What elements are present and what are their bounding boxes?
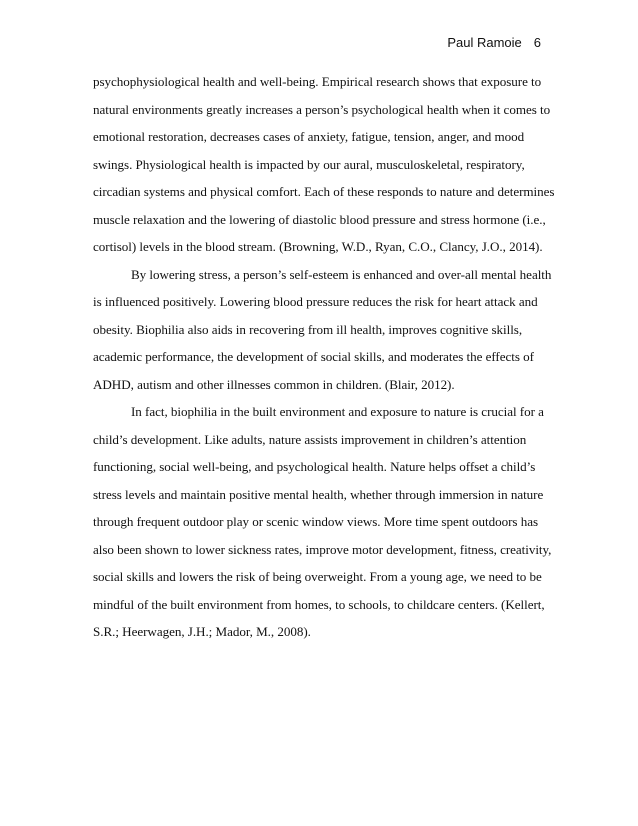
text-line: is influenced positively. Lowering blood pressure reduces the risk for heart attack and bbox=[93, 294, 538, 309]
header-author: Paul Ramoie bbox=[447, 35, 522, 50]
text-line: natural environments greatly increases a person’s psychological health when it comes to bbox=[93, 101, 551, 117]
text-line: social skills and lowers the risk of being overweight. From a young age, we need to be bbox=[93, 569, 542, 584]
text-line: ADHD, autism and other illnesses common in children. (Blair, 2012). bbox=[93, 376, 455, 392]
text-line-indented: By lowering stress, a person’s self-esteem is enhanced and over-all mental health bbox=[131, 266, 552, 282]
text-line: through frequent outdoor play or scenic window views. More time spent outdoors has bbox=[93, 514, 539, 529]
text-line: S.R.; Heerwagen, J.H.; Mador, M., 2008). bbox=[93, 624, 311, 639]
text-line-indented: In fact, biophilia in the built environment and exposure to nature is crucial for a bbox=[131, 404, 544, 419]
text-line: functioning, social well-being, and psychological health. Nature helps offset a child’s bbox=[93, 459, 536, 474]
text-line: psychophysiological health and well-being. Empirical research shows that exposure to bbox=[93, 74, 542, 89]
text-line: obesity. Biophilia also aids in recovering from ill health, improves cognitive skills, bbox=[93, 321, 523, 337]
body-text bbox=[93, 68, 553, 646]
paragraph-2 bbox=[93, 261, 553, 399]
page-number: 6 bbox=[533, 35, 541, 50]
text-line: also been shown to lower sickness rates, improve motor development, fitness, creativity, bbox=[93, 541, 552, 557]
text-line: mindful of the built environment from homes, to schools, to childcare centers. (Kellert, bbox=[93, 596, 545, 612]
text-line: emotional restoration, decreases cases of anxiety, fatigue, tension, anger, and mood bbox=[93, 129, 525, 144]
text-line: muscle relaxation and the lowering of diastolic blood pressure and stress hormone (i.e., bbox=[93, 211, 546, 227]
text-line: cortisol) levels in the blood stream. (Browning, W.D., Ryan, C.O., Clancy, J.O., 2014). bbox=[93, 239, 543, 254]
text-line: swings. Physiological health is impacted by our aural, musculoskeletal, respiratory, bbox=[93, 156, 525, 172]
text-line: stress levels and maintain positive mental health, whether through immersion in nature bbox=[93, 486, 544, 502]
text-line: academic performance, the development of social skills, and moderates the effects of bbox=[93, 349, 534, 364]
text-line: circadian systems and physical comfort. Each of these responds to nature and determines bbox=[93, 184, 555, 199]
text-line: child’s development. Like adults, nature assists improvement in children’s attention bbox=[93, 431, 527, 447]
paragraph-1 bbox=[93, 68, 553, 261]
running-header bbox=[447, 35, 541, 50]
paragraph-3 bbox=[93, 398, 553, 646]
